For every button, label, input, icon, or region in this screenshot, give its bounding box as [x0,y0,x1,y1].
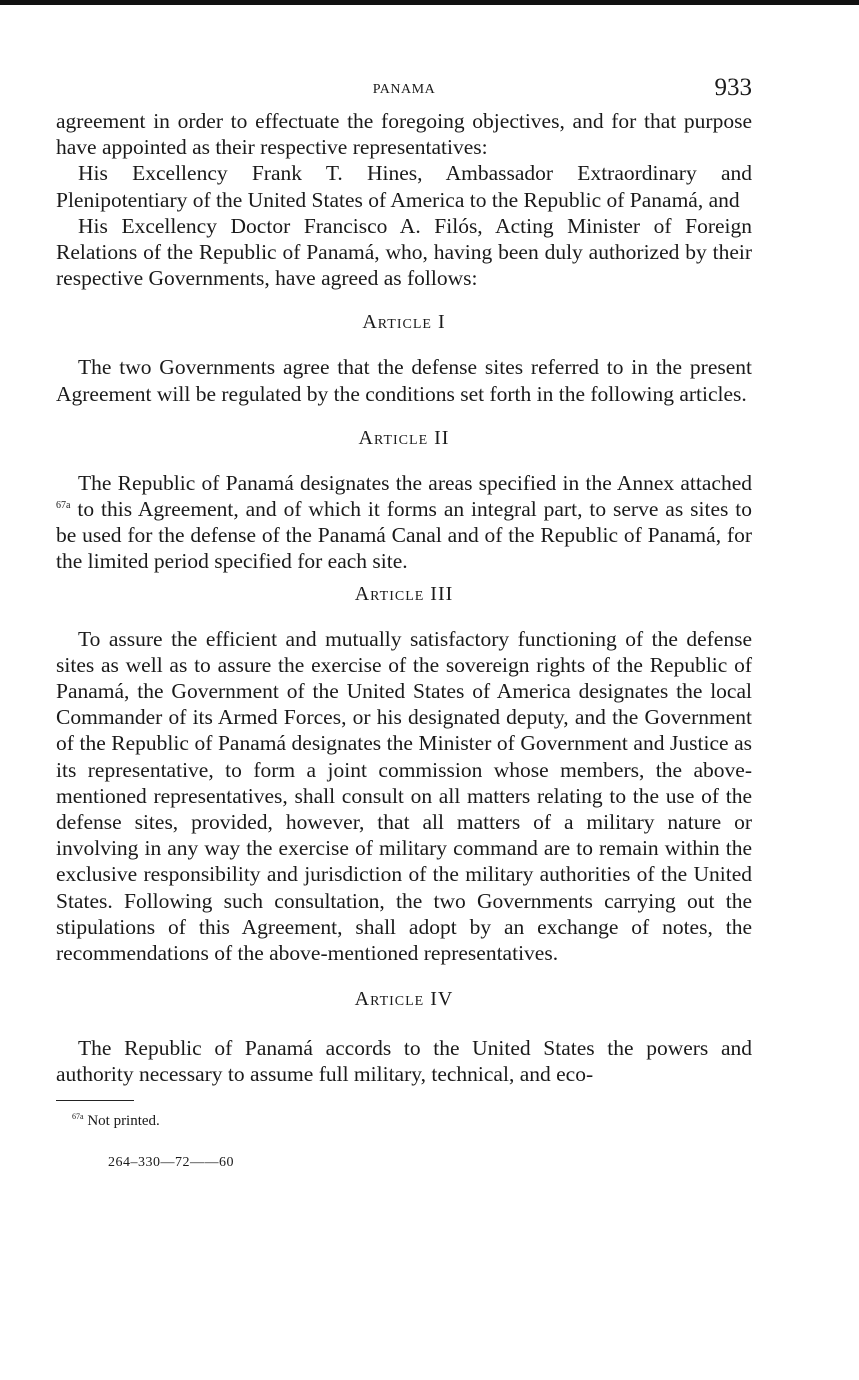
representative-us-paragraph: His Excellency Frank T. Hines, Ambassador Extraordinary and Plenipotentiary of the United States of America to the Republic of Panamá, and [56,161,752,212]
footnote-divider [56,1100,134,1101]
page-number: 933 [714,74,752,101]
footnote [56,1111,752,1131]
document-page [56,74,752,1171]
article-4-text: The Republic of Panamá accords to the United States the powers and authority necessary to assume full military, technical, and eco- [56,1036,752,1087]
article-2-text [56,470,752,575]
article-2-heading: Article II [358,426,450,449]
running-title: PANAMA [372,82,436,97]
article-2-text-end: to this Agreement, and of which it forms an integral part, to serve as sites to be used for the defense of the Panamá Canal and of the Republic of Panamá, for the limited period specified for each site. [56,497,752,574]
footnote-marker: 67a [72,1111,84,1121]
running-head [56,74,752,108]
top-edge-rule [0,0,859,5]
article-2-text-start: The Republic of Panamá designates the areas specified in the Annex attached [78,470,752,495]
intro-paragraph: agreement in order to effectuate the foregoing objectives, and for that purpose have appointed as their respective representatives: [56,109,752,160]
article-3-heading: Article III [354,582,454,605]
footnote-text: Not printed. [83,1112,160,1129]
article-1-heading: Article I [362,311,446,334]
article-3-text: To assure the efficient and mutually satisfactory functioning of the defense sites as well as to assure the exercise of the sovereign rights of the Republic of Panamá, the Government of the United States of America designates the local Commander of its Armed Forces, or his designated deputy, and the Government of the Republic of Panamá designates the Minister of Government and Justice as its representative, to form a joint commission whose members, the above-mentioned representatives, shall consult on all matters relating to the use of the defense sites, provided, however, that all matters of a military nature or involving in any way the exercise of military command are to remain within the exclusive responsibility and jurisdiction of the military authorities of the United States. Following such consultation, the two Governments carrying out the stipulations of this Agreement, shall adopt by an exchange of notes, the recommendations of the above-mentioned representatives. [56,626,752,966]
article-1-text: The two Governments agree that the defense sites referred to in the present Agreement will be regulated by the conditions set forth in the following articles. [56,355,752,406]
representative-panama-paragraph: His Excellency Doctor Francisco A. Filós, Acting Minister of Foreign Relations of the Republic of Panamá, who, having been duly authorized by their respective Governments, have agreed as follows: [56,213,752,291]
footnote-reference: 67a [56,499,71,511]
article-4-heading: Article IV [354,988,454,1011]
print-code: 264–330—72——60 [108,1154,234,1170]
